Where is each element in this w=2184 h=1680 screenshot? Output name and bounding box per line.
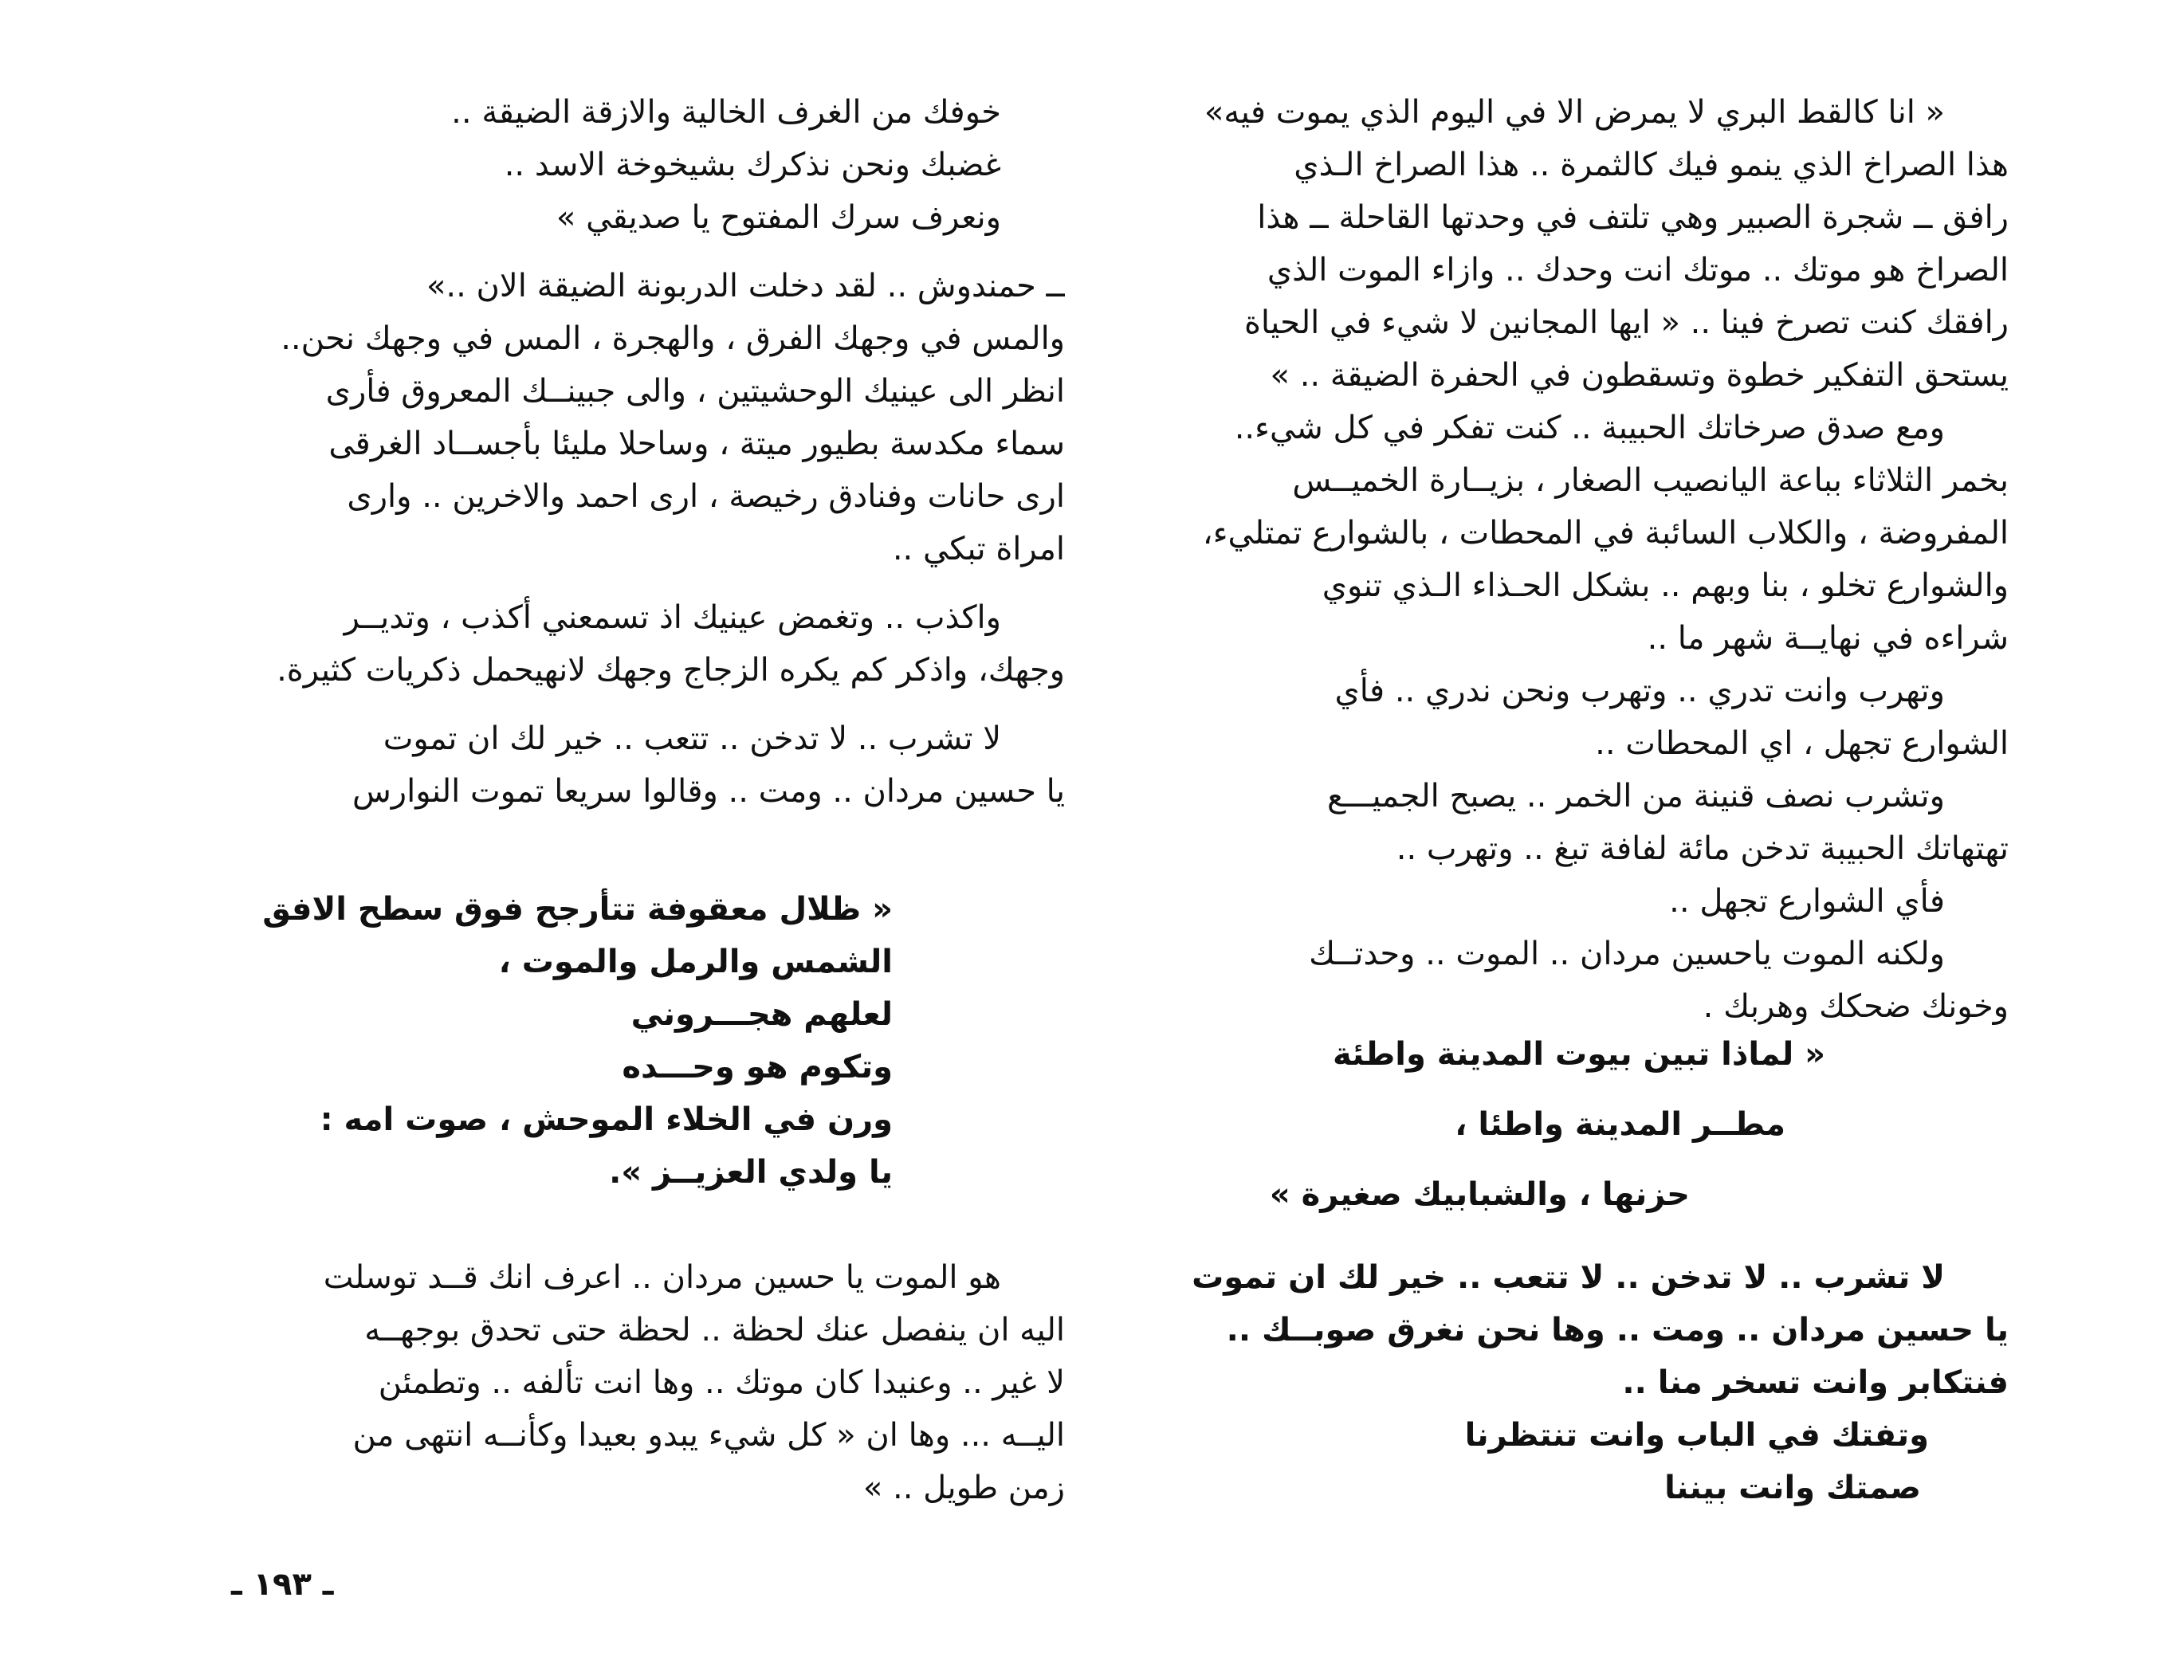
left-paragraph-3	[188, 591, 1065, 697]
text-line: هو الموت يا حسين مردان .. اعرف انك قــد توسلت	[323, 1259, 1001, 1296]
text-line: غضبك ونحن نذكرك بشيخوخة الاسد ..	[504, 147, 1001, 183]
text-line: وخونك ضحكك وهربك .	[1703, 988, 2009, 1025]
text-line: فنتكابر وانت تسخر منا ..	[1622, 1364, 2009, 1401]
page-number: ـ ١٩٣ ـ	[231, 1566, 334, 1603]
text-line: رافق ــ شجرة الصبير وهي تلتف في وحدتها القاحلة ــ هذا	[1257, 199, 2009, 236]
poem-line: مطــر المدينة واطئا ،	[1455, 1106, 1785, 1143]
text-line: « انا كالقط البري لا يمرض الا في اليوم الذي يموت فيه»	[1204, 94, 1945, 131]
text-line: انظر الى عينيك الوحشيتين ، والى جبينــك المعروق فأرى	[325, 373, 1065, 410]
left-poem	[239, 883, 893, 1199]
text-line: هذا الصراخ الذي ينمو فيك كالثمرة .. هذا الصراخ الـذي	[1294, 147, 2009, 183]
poem-line: لعلهم هجـــروني	[630, 996, 893, 1033]
text-line: وتهرب وانت تدري .. وتهرب ونحن ندري .. فأي	[1334, 673, 1945, 709]
right-paragraph-3	[1132, 665, 2009, 770]
right-paragraph-2	[1132, 402, 2009, 665]
text-line: شراءه في نهايــة شهر ما ..	[1647, 620, 2009, 657]
text-line: فأي الشوارع تجهل ..	[1669, 883, 1945, 920]
text-line: خوفك من الغرف الخالية والازقة الضيقة ..	[451, 94, 1001, 131]
text-line: رافقك كنت تصرخ فينا .. « ايها المجانين لا شيء في الحياة	[1243, 304, 2009, 341]
right-poem	[1212, 1028, 2009, 1221]
poem-line: الشمس والرمل والموت ،	[498, 944, 893, 980]
text-line: اليه ان ينفصل عنك لحظة .. لحظة حتى تحدق بوجهــه	[364, 1312, 1065, 1348]
text-line: لا تشرب .. لا تدخن .. تتعب .. خير لك ان تموت	[383, 720, 1001, 757]
text-line: يستحق التفكير خطوة وتسقطون في الحفرة الضيقة .. »	[1270, 357, 2009, 394]
text-line: امراة تبكي ..	[892, 531, 1065, 567]
text-line: الشوارع تجهل ، اي المحطات ..	[1595, 725, 2009, 762]
text-line: يا حسين مردان .. ومت .. وها نحن نغرق صوبــك ..	[1226, 1312, 2009, 1348]
text-line: اليــه ... وها ان « كل شيء يبدو بعيدا وكأنــه انتهى من	[352, 1417, 1065, 1454]
text-line: لا تشرب .. لا تدخن .. لا تتعب .. خير لك ان تموت	[1192, 1259, 1945, 1296]
left-paragraph-2	[188, 260, 1065, 575]
left-paragraph-1	[188, 86, 1065, 244]
right-column	[1132, 86, 2009, 1033]
text-line: المفروضة ، والكلاب السائبة في المحطات ، بالشوارع تمتليء،	[1202, 515, 2009, 551]
right-paragraph-4	[1132, 770, 2009, 928]
text-line: يا حسين مردان .. ومت .. وقالوا سريعا تموت النوارس	[352, 773, 1065, 810]
text-line: واكذب .. وتغمض عينيك اذ تسمعني أكذب ، وتديــر	[344, 599, 1001, 636]
text-line: ــ حمندوش .. لقد دخلت الدربونة الضيقة الان ..»	[426, 268, 1065, 304]
text-line: تهتهاتك الحبيبة تدخن مائة لفافة تبغ .. وتهرب ..	[1396, 830, 2009, 867]
text-line: ارى حانات وفنادق رخيصة ، ارى احمد والاخرين .. وارى	[347, 478, 1065, 515]
poem-line: « لماذا تبين بيوت المدينة واطئة	[1333, 1036, 1825, 1073]
poem-line: يا ولدي العزيــز ».	[609, 1154, 893, 1191]
right-paragraph-6	[1132, 1251, 2009, 1514]
text-line: وتفتك في الباب وانت تنتظرنا	[1464, 1417, 1929, 1454]
text-line: وتشرب نصف قنينة من الخمر .. يصبح الجميـــع	[1327, 778, 1945, 814]
left-column	[188, 86, 1065, 818]
poem-line: وتكوم هو وحـــده	[622, 1049, 893, 1085]
text-line: ومع صدق صرخاتك الحبيبة .. كنت تفكر في كل شيء..	[1234, 410, 1945, 446]
text-line: والمس في وجهك الفرق ، والهجرة ، المس في وجهك نحن..	[281, 320, 1065, 357]
text-line: وجهك، واذكر كم يكره الزجاج وجهك لانهيحمل ذكريات كثيرة.	[277, 652, 1065, 689]
text-line: صمتك وانت بيننا	[1664, 1470, 1921, 1506]
text-line: لا غير .. وعنيدا كان موتك .. وها انت تألفه .. وتطمئن	[378, 1364, 1065, 1401]
text-line: ولكنه الموت ياحسين مردان .. الموت .. وحدتــك	[1309, 936, 1945, 972]
poem-line: حزنها ، والشبابيك صغيرة »	[1269, 1176, 1690, 1213]
right-paragraph-1	[1132, 86, 2009, 402]
right-paragraph-5	[1132, 928, 2009, 1033]
text-line: والشوارع تخلو ، بنا وبهم .. بشكل الحـذاء الـذي تنوي	[1322, 567, 2009, 604]
poem-line: « ظلال معقوفة تتأرجح فوق سطح الافق	[262, 891, 893, 928]
text-line: سماء مكدسة بطيور ميتة ، وساحلا مليئا بأجســاد الغرقى	[328, 426, 1065, 462]
text-line: زمن طويل .. »	[862, 1470, 1065, 1506]
text-line: ونعرف سرك المفتوح يا صديقي »	[556, 199, 1001, 236]
text-line: بخمر الثلاثاء بباعة اليانصيب الصغار ، بزيــارة الخميــس	[1292, 462, 2009, 499]
left-paragraph-5	[188, 1251, 1065, 1514]
text-line: الصراخ هو موتك .. موتك انت وحدك .. وازاء الموت الذي	[1267, 252, 2009, 289]
left-paragraph-4	[188, 712, 1065, 818]
poem-line: ورن في الخلاء الموحش ، صوت امه :	[320, 1101, 893, 1138]
